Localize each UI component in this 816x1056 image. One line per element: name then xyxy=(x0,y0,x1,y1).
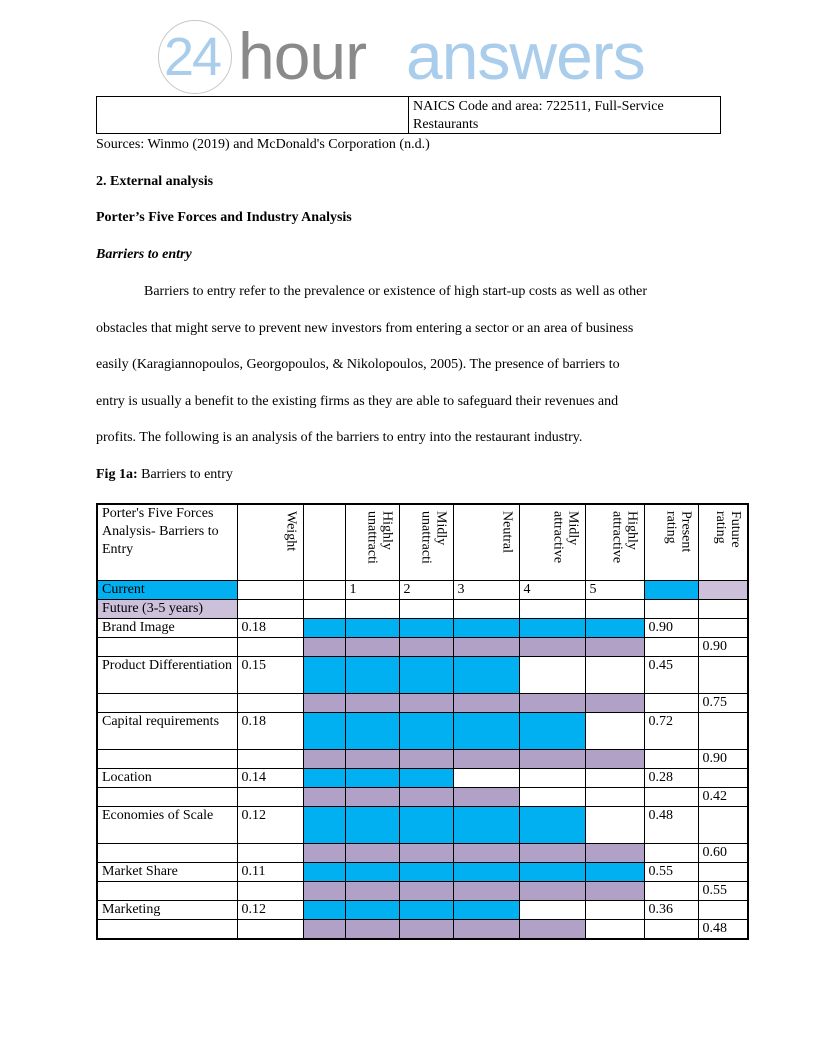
current-bar-cell xyxy=(399,656,453,693)
factor-weight: 0.11 xyxy=(237,862,303,881)
current-bar-cell xyxy=(519,618,585,637)
current-bar-cell xyxy=(519,900,585,919)
factor-weight: 0.15 xyxy=(237,656,303,693)
future-bar-cell xyxy=(585,787,644,806)
future-bar-cell xyxy=(519,881,585,900)
current-bar-cell xyxy=(345,768,399,787)
scale-4: 4 xyxy=(519,580,585,599)
factor-name: Product Differentiation xyxy=(97,656,237,693)
current-bar-cell xyxy=(453,806,519,843)
factor-weight: 0.18 xyxy=(237,712,303,749)
future-bar-cell xyxy=(303,749,345,768)
factor-row-current xyxy=(97,806,748,843)
future-rating: 0.42 xyxy=(698,787,748,806)
current-bar-cell xyxy=(303,900,345,919)
current-bar-cell xyxy=(453,618,519,637)
future-rating: 0.55 xyxy=(698,881,748,900)
figure-caption xyxy=(96,466,233,484)
factor-weight: 0.18 xyxy=(237,618,303,637)
header-scale-5: Highly attractive xyxy=(585,504,644,580)
factor-row-future xyxy=(97,843,748,862)
current-bar-cell xyxy=(519,768,585,787)
future-bar-cell xyxy=(303,919,345,939)
present-rating: 0.36 xyxy=(644,900,698,919)
future-bar-cell xyxy=(399,637,453,656)
current-bar-cell xyxy=(345,656,399,693)
factor-row-current xyxy=(97,618,748,637)
future-bar-cell xyxy=(519,787,585,806)
factor-row-current xyxy=(97,712,748,749)
current-bar-cell xyxy=(345,806,399,843)
future-bar-cell xyxy=(399,881,453,900)
future-bar-cell xyxy=(453,881,519,900)
future-bar-cell xyxy=(345,881,399,900)
future-bar-cell xyxy=(345,693,399,712)
future-bar-cell xyxy=(303,693,345,712)
legend-current: Current xyxy=(97,580,237,599)
current-bar-cell xyxy=(399,806,453,843)
future-bar-cell xyxy=(453,637,519,656)
current-bar-cell xyxy=(453,712,519,749)
current-bar-cell xyxy=(399,618,453,637)
factor-name: Capital requirements xyxy=(97,712,237,749)
future-bar-cell xyxy=(399,919,453,939)
future-bar-cell xyxy=(453,787,519,806)
future-bar-cell xyxy=(585,693,644,712)
future-bar-cell xyxy=(345,787,399,806)
factor-row-future xyxy=(97,693,748,712)
current-bar-cell xyxy=(345,618,399,637)
current-bar-cell xyxy=(519,862,585,881)
future-bar-cell xyxy=(585,843,644,862)
future-bar-cell xyxy=(303,637,345,656)
figure-label: Fig 1a: xyxy=(96,467,138,482)
present-rating: 0.55 xyxy=(644,862,698,881)
legend-present-swatch xyxy=(644,580,698,599)
header-scale-2: Midly unattracti xyxy=(399,504,453,580)
current-bar-cell xyxy=(399,900,453,919)
factor-row-future xyxy=(97,749,748,768)
future-bar-cell xyxy=(453,693,519,712)
header-scale-3: Neutral xyxy=(453,504,519,580)
factor-row-future xyxy=(97,919,748,939)
factor-row-current xyxy=(97,862,748,881)
future-bar-cell xyxy=(519,693,585,712)
future-rating: 0.60 xyxy=(698,843,748,862)
future-bar-cell xyxy=(585,919,644,939)
present-rating: 0.72 xyxy=(644,712,698,749)
factor-row-current xyxy=(97,656,748,693)
current-bar-cell xyxy=(585,862,644,881)
factor-weight: 0.14 xyxy=(237,768,303,787)
future-bar-cell xyxy=(303,787,345,806)
scale-3: 3 xyxy=(453,580,519,599)
factor-row-current xyxy=(97,900,748,919)
future-bar-cell xyxy=(519,637,585,656)
current-bar-cell xyxy=(453,656,519,693)
factor-row-future xyxy=(97,787,748,806)
logo-word-answers: answers xyxy=(406,19,645,93)
future-bar-cell xyxy=(399,843,453,862)
current-bar-cell xyxy=(303,618,345,637)
current-bar-cell xyxy=(399,712,453,749)
current-bar-cell xyxy=(303,862,345,881)
factor-rows xyxy=(97,618,748,939)
current-bar-cell xyxy=(453,900,519,919)
factor-weight: 0.12 xyxy=(237,900,303,919)
future-rating: 0.90 xyxy=(698,637,748,656)
sources-note: Sources: Winmo (2019) and McDonald's Corporation (n.d.) xyxy=(96,137,430,152)
future-bar-cell xyxy=(345,843,399,862)
legend-future: Future (3-5 years) xyxy=(97,599,237,618)
current-bar-cell xyxy=(399,862,453,881)
paragraph-line: easily (Karagiannopoulos, Georgopoulos, & Nikolopoulos, 2005). The presence of barriers to xyxy=(96,357,620,372)
current-bar-cell xyxy=(585,712,644,749)
paragraph-line: entry is usually a benefit to the existing firms as they are able to safeguard their revenues and xyxy=(96,394,619,409)
present-rating: 0.90 xyxy=(644,618,698,637)
current-bar-cell xyxy=(585,768,644,787)
present-rating: 0.28 xyxy=(644,768,698,787)
present-rating: 0.45 xyxy=(644,656,698,693)
factor-weight: 0.12 xyxy=(237,806,303,843)
figure-title: Barriers to entry xyxy=(141,467,233,482)
current-bar-cell xyxy=(303,656,345,693)
future-bar-cell xyxy=(399,693,453,712)
factor-row-future xyxy=(97,637,748,656)
factor-name: Market Share xyxy=(97,862,237,881)
header-scale-4: Midly attractive xyxy=(519,504,585,580)
factor-name: Marketing xyxy=(97,900,237,919)
current-bar-cell xyxy=(453,862,519,881)
factor-name: Brand Image xyxy=(97,618,237,637)
future-bar-cell xyxy=(345,749,399,768)
subheading: Porter’s Five Forces and Industry Analysis xyxy=(96,210,352,225)
current-bar-cell xyxy=(519,806,585,843)
legend-current-row xyxy=(97,580,748,599)
future-bar-cell xyxy=(453,919,519,939)
future-bar-cell xyxy=(585,881,644,900)
future-bar-cell xyxy=(585,637,644,656)
factor-row-future xyxy=(97,881,748,900)
naics-table xyxy=(96,96,721,134)
current-bar-cell xyxy=(345,900,399,919)
current-bar-cell xyxy=(345,712,399,749)
future-bar-cell xyxy=(303,843,345,862)
factor-name: Location xyxy=(97,768,237,787)
logo-word-hour: hour xyxy=(238,19,367,93)
current-bar-cell xyxy=(399,768,453,787)
current-bar-cell xyxy=(519,712,585,749)
future-bar-cell xyxy=(453,843,519,862)
future-rating: 0.90 xyxy=(698,749,748,768)
current-bar-cell xyxy=(585,656,644,693)
future-rating: 0.48 xyxy=(698,919,748,939)
logo-prefix: 24 xyxy=(164,27,221,87)
present-rating: 0.48 xyxy=(644,806,698,843)
future-bar-cell xyxy=(399,787,453,806)
factor-name: Economies of Scale xyxy=(97,806,237,843)
paragraph-line: Barriers to entry refer to the prevalence or existence of high start-up costs as well as other xyxy=(144,284,648,299)
header-blank xyxy=(303,504,345,580)
current-bar-cell xyxy=(585,900,644,919)
header-row xyxy=(97,504,748,580)
header-future-rating: Future rating xyxy=(698,504,748,580)
paragraph-line: profits. The following is an analysis of the barriers to entry into the restaurant industry. xyxy=(96,430,583,445)
future-bar-cell xyxy=(453,749,519,768)
future-bar-cell xyxy=(345,919,399,939)
legend-future-row xyxy=(97,599,748,618)
scale-2: 2 xyxy=(399,580,453,599)
future-bar-cell xyxy=(519,749,585,768)
header-scale-1: Highly unattracti xyxy=(345,504,399,580)
current-bar-cell xyxy=(303,712,345,749)
future-bar-cell xyxy=(519,843,585,862)
sub-subheading: Barriers to entry xyxy=(96,247,192,262)
header-label: Porter's Five Forces Analysis- Barriers to Entry xyxy=(97,504,237,580)
current-bar-cell xyxy=(345,862,399,881)
section-heading: 2. External analysis xyxy=(96,174,214,189)
current-bar-cell xyxy=(585,806,644,843)
header-present-rating: Present rating xyxy=(644,504,698,580)
naics-left-cell xyxy=(97,97,409,133)
porter-barriers-table xyxy=(96,503,749,940)
future-bar-cell xyxy=(303,881,345,900)
current-bar-cell xyxy=(585,618,644,637)
header-weight: Weight xyxy=(237,504,303,580)
future-rating: 0.75 xyxy=(698,693,748,712)
future-bar-cell xyxy=(519,919,585,939)
future-bar-cell xyxy=(399,749,453,768)
current-bar-cell xyxy=(303,768,345,787)
current-bar-cell xyxy=(453,768,519,787)
scale-1: 1 xyxy=(345,580,399,599)
current-bar-cell xyxy=(519,656,585,693)
naics-right-cell: NAICS Code and area: 722511, Full-Service Restaurants xyxy=(413,99,664,132)
paragraph-line: obstacles that might serve to prevent new investors from entering a sector or an area of business xyxy=(96,321,634,336)
scale-5: 5 xyxy=(585,580,644,599)
future-bar-cell xyxy=(585,749,644,768)
legend-future-swatch xyxy=(698,580,748,599)
factor-row-current xyxy=(97,768,748,787)
future-bar-cell xyxy=(345,637,399,656)
current-bar-cell xyxy=(303,806,345,843)
